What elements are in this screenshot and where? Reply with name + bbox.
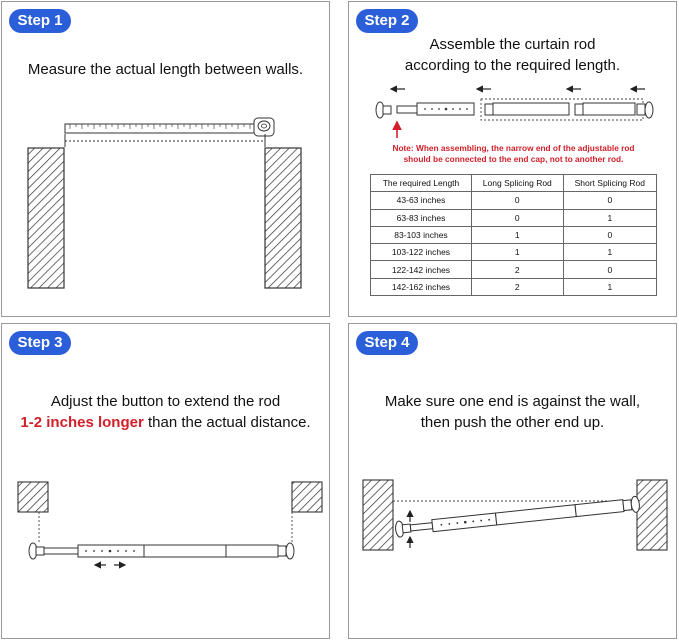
step-3-highlight: 1-2 inches longer [20,414,144,431]
table-row [371,209,657,226]
table-cell: 1 [563,278,656,295]
step-4-instruction-line-2: then push the other end up. [420,414,605,431]
table-cell: 0 [563,226,656,243]
table-cell: 103-122 inches [371,244,472,261]
step-4-badge: Step 4 [356,331,418,355]
table-cell: 0 [563,192,656,209]
step-2-instruction-line-2: according to the required length. [404,57,621,74]
step-4-instruction-line-1: Make sure one end is against the wall, [384,393,641,410]
wall-hatch-icon [292,482,322,512]
wall-hatch-icon [18,482,48,512]
step-2-instruction-line-1: Assemble the curtain rod [429,36,596,53]
table-cell: 142-162 inches [371,278,472,295]
wall-hatch-icon [363,480,393,550]
step-4-panel [348,323,677,639]
assembly-note-line-2: should be connected to the end cap, not to another rod. [403,154,624,164]
rod-length-table [370,174,657,296]
table-cell: 0 [563,261,656,278]
table-cell: 1 [471,226,563,243]
table-row [371,192,657,209]
table-cell: 63-83 inches [371,209,472,226]
wall-hatch-icon [637,480,667,550]
tape-measure-icon [65,118,274,136]
step-3-instruction-rest: than the actual distance. [143,414,311,431]
assembly-note-line-1: Note: When assembling, the narrow end of the adjustable rod [392,143,635,153]
table-row [371,226,657,243]
step-4-illustration [349,324,677,639]
wall-hatch-icon [265,148,301,288]
step-1-instruction: Measure the actual length between walls. [27,61,304,78]
table-header-row [371,175,657,192]
table-cell: 2 [471,278,563,295]
assembly-note [359,143,668,165]
table-cell: 2 [471,261,563,278]
table-header: The required Length [371,175,472,192]
curtain-rod-icon [395,496,640,538]
step-1-badge: Step 1 [9,9,71,33]
step-3-panel [1,323,330,639]
table-cell: 1 [471,244,563,261]
table-cell: 122-142 inches [371,261,472,278]
table-row [371,261,657,278]
table-header: Long Splicing Rod [471,175,563,192]
table-row [371,244,657,261]
table-header: Short Splicing Rod [563,175,656,192]
step-3-illustration [2,324,330,639]
table-cell: 0 [471,192,563,209]
step-2-panel [348,1,677,317]
curtain-rod-icon [376,99,653,120]
curtain-rod-icon [29,543,294,559]
step-3-instruction-line-1: Adjust the button to extend the rod [50,393,281,410]
step-1-illustration [2,2,330,317]
wall-hatch-icon [28,148,64,288]
step-1-panel [1,1,330,317]
table-cell: 0 [471,209,563,226]
step-3-badge: Step 3 [9,331,71,355]
table-cell: 1 [563,209,656,226]
table-cell: 1 [563,244,656,261]
table-cell: 43-63 inches [371,192,472,209]
table-row [371,278,657,295]
step-2-badge: Step 2 [356,9,418,33]
table-cell: 83-103 inches [371,226,472,243]
